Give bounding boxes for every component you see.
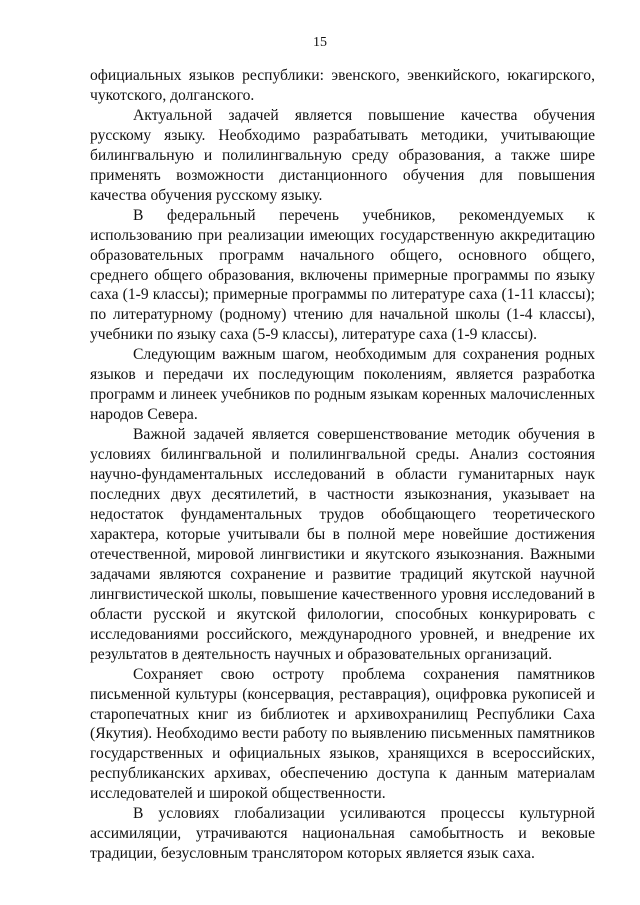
paragraph: В федеральный перечень учебников, рекомендуемых к использованию при реализации имеющих государственную аккредитацию образовательных программ начального общего, основного общего, среднего общего образования, включены примерные программы по языку саха (1-9 классы); примерные программы по литературе саха (1-11 классы); по литературному (родному) чтению для начальной школы (1-4 классы), учебники по языку саха (5-9 классы), литературе саха (1-9 классы). <box>90 206 595 344</box>
paragraph: Важной задачей является совершенствование методик обучения в условиях билингвальной и полилингвальной среды. Анализ состояния научно-фундаментальных исследований в области гуманитарных наук последних двух десятилетий, в частности языкознания, указывает на недостаток фундаментальных трудов обобщающего теоретического характера, которые учитывали бы в полной мере новейшие достижения отечественной, мировой лингвистики и якутского языкознания. Важными задачами являются сохранение и развитие традиций якутской научной лингвистической школы, повышение качественного уровня исследований в области русской и якутской филологии, способных конкурировать с исследованиями российского, международного уровней, и внедрение их результатов в деятельность научных и образовательных организаций. <box>90 426 595 663</box>
paragraph: официальных языков республики: эвенского, эвенкийского, юкагирского, чукотского, долганского. <box>90 67 595 104</box>
paragraph: Актуальной задачей является повышение качества обучения русскому языку. Необходимо разрабатывать методики, учитывающие билингвальную и полилингвальную среду образования, а также шире применять возможности дистанционного обучения для повышения качества обучения русскому языку. <box>90 106 595 204</box>
paragraph: В условиях глобализации усиливаются процессы культурной ассимиляции, утрачиваются национальная самобытность и вековые традиции, безусловным транслятором которых является язык саха. <box>90 805 595 863</box>
page-number: 15 <box>313 35 327 50</box>
paragraph: Сохраняет свою остроту проблема сохранения памятников письменной культуры (консервация, реставрация), оцифровка рукописей и старопечатных книг из библиотек и архивохранилищ Республики Саха (Якутия). Необходимо вести работу по выявлению письменных памятников государственных и официальных языков, хранящихся в всероссийских, республиканских архивах, обеспечению доступа к данным материалам исследователей и широкой общественности. <box>90 665 595 803</box>
paragraph: Следующим важным шагом, необходимым для сохранения родных языков и передачи их последующим поколениям, является разработка программ и линеек учебников по родным языкам коренных малочисленных народов Севера. <box>90 346 595 424</box>
document-body <box>90 66 595 864</box>
